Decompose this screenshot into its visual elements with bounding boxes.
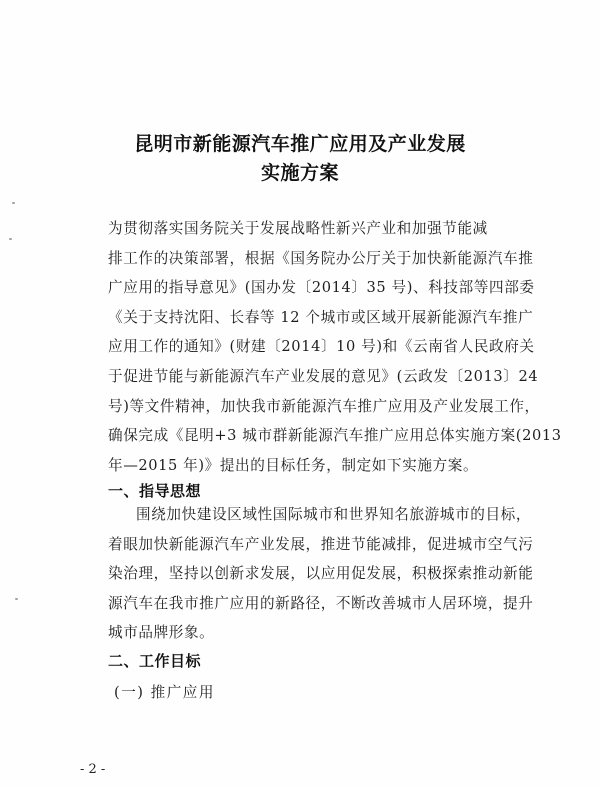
intro-paragraph: [108, 214, 562, 480]
section1-line: 围绕加快建设区域性国际城市和世界知名旅游城市的目标，: [136, 506, 532, 523]
intro-line: 为贯彻落实国务院关于发展战略性新兴产业和加强节能减: [108, 220, 488, 237]
intro-line: 于促进节能与新能源汽车产业发展的意见》(云政发〔2013〕24: [108, 367, 539, 385]
section2-heading: 二、工作目标: [108, 652, 202, 670]
intro-line: 确保完成《昆明+3 城市群新能源汽车推广应用总体实施方案(2013: [108, 427, 562, 445]
section1-line: 源汽车在我市推广应用的新路径，不断改善城市人居环境，提升: [108, 594, 534, 612]
section1-line: 着眼加快新能源汽车产业发展，推进节能减排，促进城市空气污: [108, 535, 534, 553]
section1-paragraph: [108, 500, 534, 648]
section1-line: 城市品牌形象。: [108, 624, 215, 642]
document-title-line1: 昆明市新能源汽车推广应用及产业发展: [134, 133, 466, 155]
intro-line: 年—2015 年)》提出的目标任务，制定如下实施方案。: [108, 456, 479, 474]
section1-heading: 一、指导思想: [108, 482, 202, 500]
section1-line: 染治理，坚持以创新求发展，以应用促发展，积极探索推动新能: [108, 565, 534, 583]
subsection1-heading: (一) 推广应用: [114, 684, 215, 701]
page-number: - 2 -: [80, 762, 106, 777]
scan-speck: [12, 202, 15, 204]
scan-speck: [15, 598, 18, 600]
intro-line: 广应用的指导意见》(国办发〔2014〕35 号)、科技部等四部委: [108, 279, 535, 297]
intro-line: 应用工作的通知》(财建〔2014〕10 号)和《云南省人民政府关: [108, 338, 535, 356]
intro-line: 《关于支持沈阳、长春等 12 个城市或区域开展新能源汽车推广: [108, 308, 534, 326]
intro-line: 排工作的决策部署，根据《国务院办公厅关于加快新能源汽车推: [108, 249, 534, 267]
scan-speck: [9, 238, 12, 240]
intro-line: 号)等文件精神，加快我市新能源汽车推广应用及产业发展工作，: [108, 397, 540, 415]
document-title-line2: 实施方案: [260, 162, 339, 184]
